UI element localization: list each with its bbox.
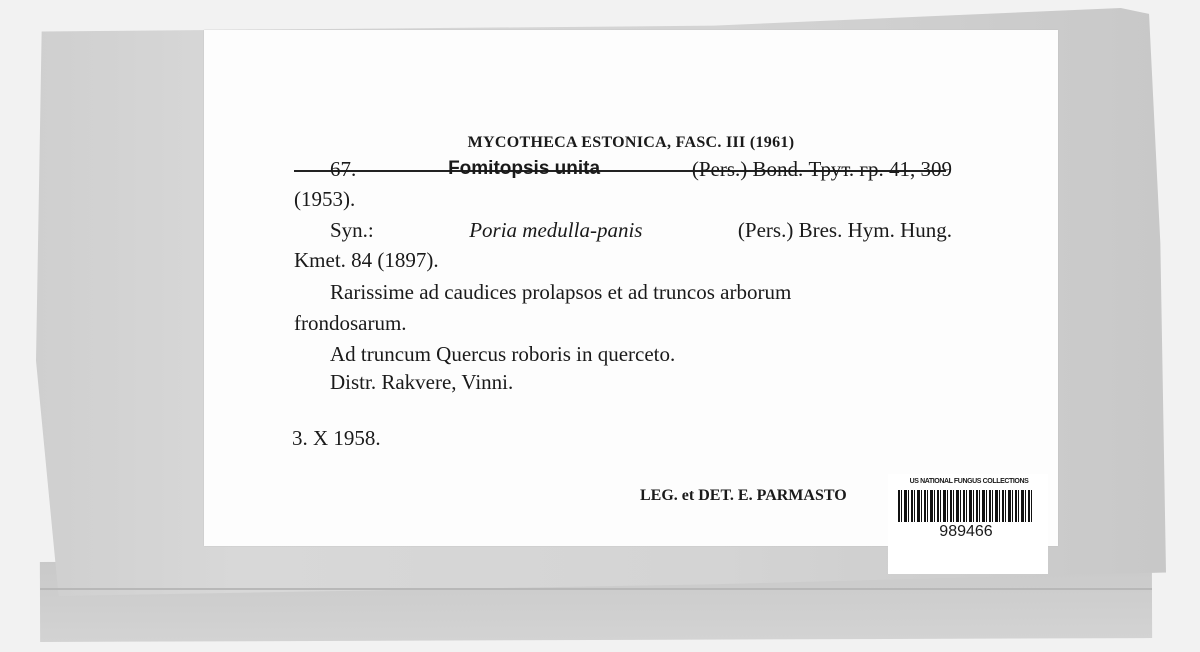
packet-fold-line <box>40 588 1152 590</box>
synonym-prefix: Syn.: <box>330 218 374 242</box>
specimen-label <box>204 30 1058 546</box>
synonym-citation-line: Kmet. 84 (1897). <box>294 248 439 272</box>
synonym-citation: (Pers.) Bres. Hym. Hung. <box>737 218 952 242</box>
barcode-icon <box>898 490 1034 522</box>
label-header: MYCOTHECA ESTONICA, FASC. III (1961) <box>467 134 795 151</box>
substrate-line <box>330 344 675 365</box>
collector-line: LEG. et DET. E. PARMASTO <box>640 487 847 504</box>
entry-line <box>330 159 952 180</box>
synonym-line <box>330 220 952 241</box>
species-name: Fomitopsis unita <box>448 158 601 179</box>
species-authority: (Pers.) Bond. Трут. гр. 41, 309 <box>691 157 952 181</box>
entry-year-line: (1953). <box>294 187 356 211</box>
barcode-title: US NATIONAL FUNGUS COLLECTIONS <box>909 478 1029 485</box>
habitat-line-2: frondosarum. <box>294 311 407 335</box>
synonym-name: Poria medulla-panis <box>469 218 643 242</box>
substrate-species: Quercus roboris in querceto. <box>436 342 676 366</box>
entry-number: 67. <box>330 157 357 181</box>
collection-date: 3. X 1958. <box>292 426 381 450</box>
district-line: Distr. Rakvere, Vinni. <box>330 370 514 394</box>
substrate-prefix: Ad truncum <box>330 342 431 366</box>
barcode-number: 989466 <box>939 523 993 540</box>
habitat-line-1: Rarissime ad caudices prolapsos et ad truncos arborum <box>330 280 792 304</box>
barcode-sticker <box>888 474 1048 574</box>
